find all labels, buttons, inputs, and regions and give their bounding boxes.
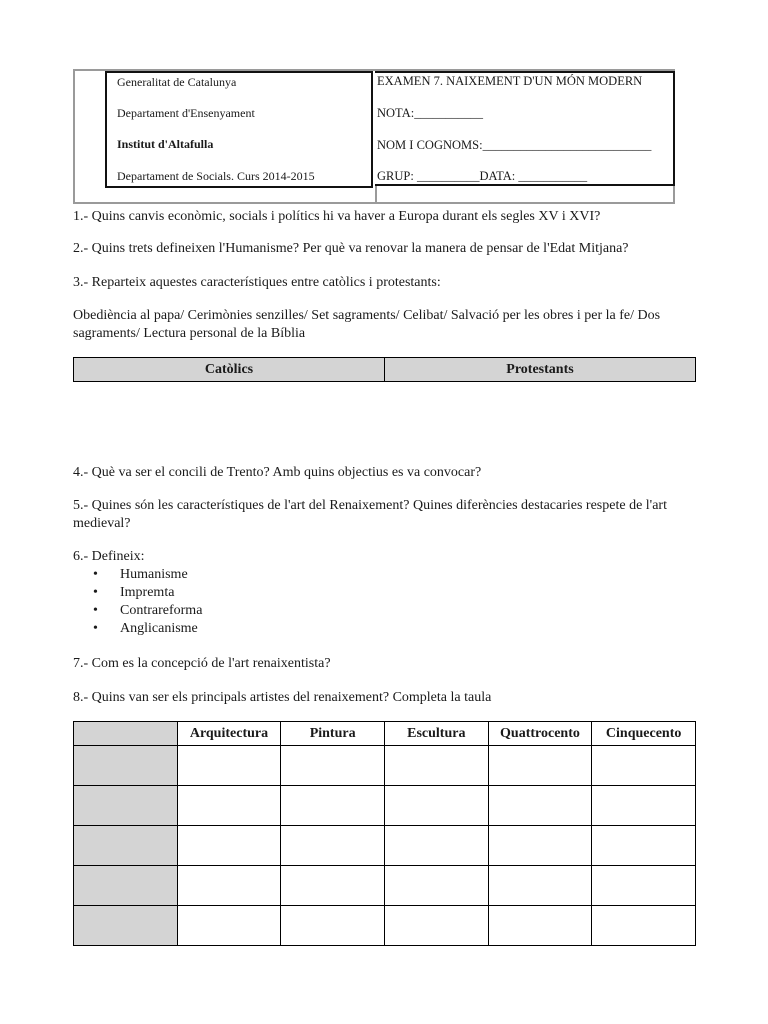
table-cell[interactable] <box>384 826 488 866</box>
artists-table-header-row <box>74 722 696 746</box>
table-cell[interactable] <box>177 826 281 866</box>
table-cell[interactable] <box>384 746 488 786</box>
table-cell[interactable] <box>592 786 696 826</box>
catholics-header: Catòlics <box>204 362 254 377</box>
org-name: Generalitat de Catalunya <box>117 75 237 89</box>
table-cell[interactable] <box>177 786 281 826</box>
table-row <box>74 786 696 826</box>
table-cell[interactable] <box>281 866 385 906</box>
sculpture-header: Escultura <box>384 722 488 746</box>
table-cell[interactable] <box>488 866 592 906</box>
architecture-header: Arquitectura <box>177 722 281 746</box>
question-8: 8.- Quins van ser els principals artistes del renaixement? Completa la taula <box>73 690 492 705</box>
table-cell[interactable] <box>488 826 592 866</box>
table-row <box>74 826 696 866</box>
table-cell[interactable] <box>384 906 488 946</box>
table-cell[interactable] <box>384 866 488 906</box>
term-item: • Contrareforma <box>93 602 202 620</box>
term-item: • Impremta <box>93 584 202 602</box>
table-row <box>74 906 696 946</box>
row-label-cell[interactable] <box>74 866 178 906</box>
term-item: • Anglicanisme <box>93 620 202 638</box>
row-label-cell[interactable] <box>74 826 178 866</box>
question-7: 7.- Com es la concepció de l'art renaixentista? <box>73 656 331 671</box>
school-name: Institut d'Altafulla <box>117 137 214 151</box>
group-date-field[interactable]: GRUP: __________DATA: ___________ <box>377 169 588 183</box>
table-row <box>74 746 696 786</box>
table-cell[interactable] <box>592 906 696 946</box>
table-cell[interactable] <box>177 866 281 906</box>
artists-table <box>73 721 696 946</box>
corner-header <box>74 722 178 746</box>
question-2: 2.- Quins trets defineixen l'Humanisme? Per què va renovar la manera de pensar de l'Edat Mitjana? <box>73 241 629 256</box>
table-cell[interactable] <box>281 906 385 946</box>
table-cell[interactable] <box>488 786 592 826</box>
question-1: 1.- Quins canvis econòmic, socials i polítics hi va haver a Europa durant els segles XV i XVI? <box>73 209 601 224</box>
define-terms-list <box>93 566 202 638</box>
question-3-items: Obediència al papa/ Cerimònies senzilles/ Set sagraments/ Celibat/ Salvació per les obres i per la fe/ Dos sagraments/ Lectura personal de la Bíblia <box>73 308 661 341</box>
row-label-cell[interactable] <box>74 906 178 946</box>
cinquecento-header: Cinquecento <box>592 722 696 746</box>
table-cell[interactable] <box>488 906 592 946</box>
table-cell[interactable] <box>281 746 385 786</box>
table-cell[interactable] <box>592 746 696 786</box>
term-item: • Humanisme <box>93 566 202 584</box>
table-cell[interactable] <box>488 746 592 786</box>
painting-header: Pintura <box>281 722 385 746</box>
grade-field[interactable]: NOTA:___________ <box>377 106 483 120</box>
question-5: 5.- Quines són les característiques de l'art del Renaixement? Quines diferències destacaries respete de l'art medieval? <box>73 498 667 531</box>
table-row <box>74 866 696 906</box>
question-6: 6.- Defineix: <box>73 549 145 564</box>
table-cell[interactable] <box>177 906 281 946</box>
exam-title: EXAMEN 7. NAIXEMENT D'UN MÓN MODERN <box>377 74 643 88</box>
table-cell[interactable] <box>384 786 488 826</box>
table-cell[interactable] <box>281 826 385 866</box>
table-cell[interactable] <box>592 866 696 906</box>
table-cell[interactable] <box>281 786 385 826</box>
header-divider <box>375 186 377 204</box>
table-cell[interactable] <box>177 746 281 786</box>
dept-name: Departament d'Ensenyament <box>117 106 255 120</box>
course-dept: Departament de Socials. Curs 2014-2015 <box>117 169 315 183</box>
question-4: 4.- Què va ser el concili de Trento? Amb quins objectius es va convocar? <box>73 465 482 480</box>
name-field[interactable]: NOM I COGNOMS:___________________________ <box>377 138 652 152</box>
protestants-header: Protestants <box>384 358 695 381</box>
row-label-cell[interactable] <box>74 746 178 786</box>
table-cell[interactable] <box>592 826 696 866</box>
row-label-cell[interactable] <box>74 786 178 826</box>
quattrocento-header: Quattrocento <box>488 722 592 746</box>
catholics-protestants-table <box>73 357 696 382</box>
question-3: 3.- Reparteix aquestes característiques entre catòlics i protestants: <box>73 275 441 290</box>
